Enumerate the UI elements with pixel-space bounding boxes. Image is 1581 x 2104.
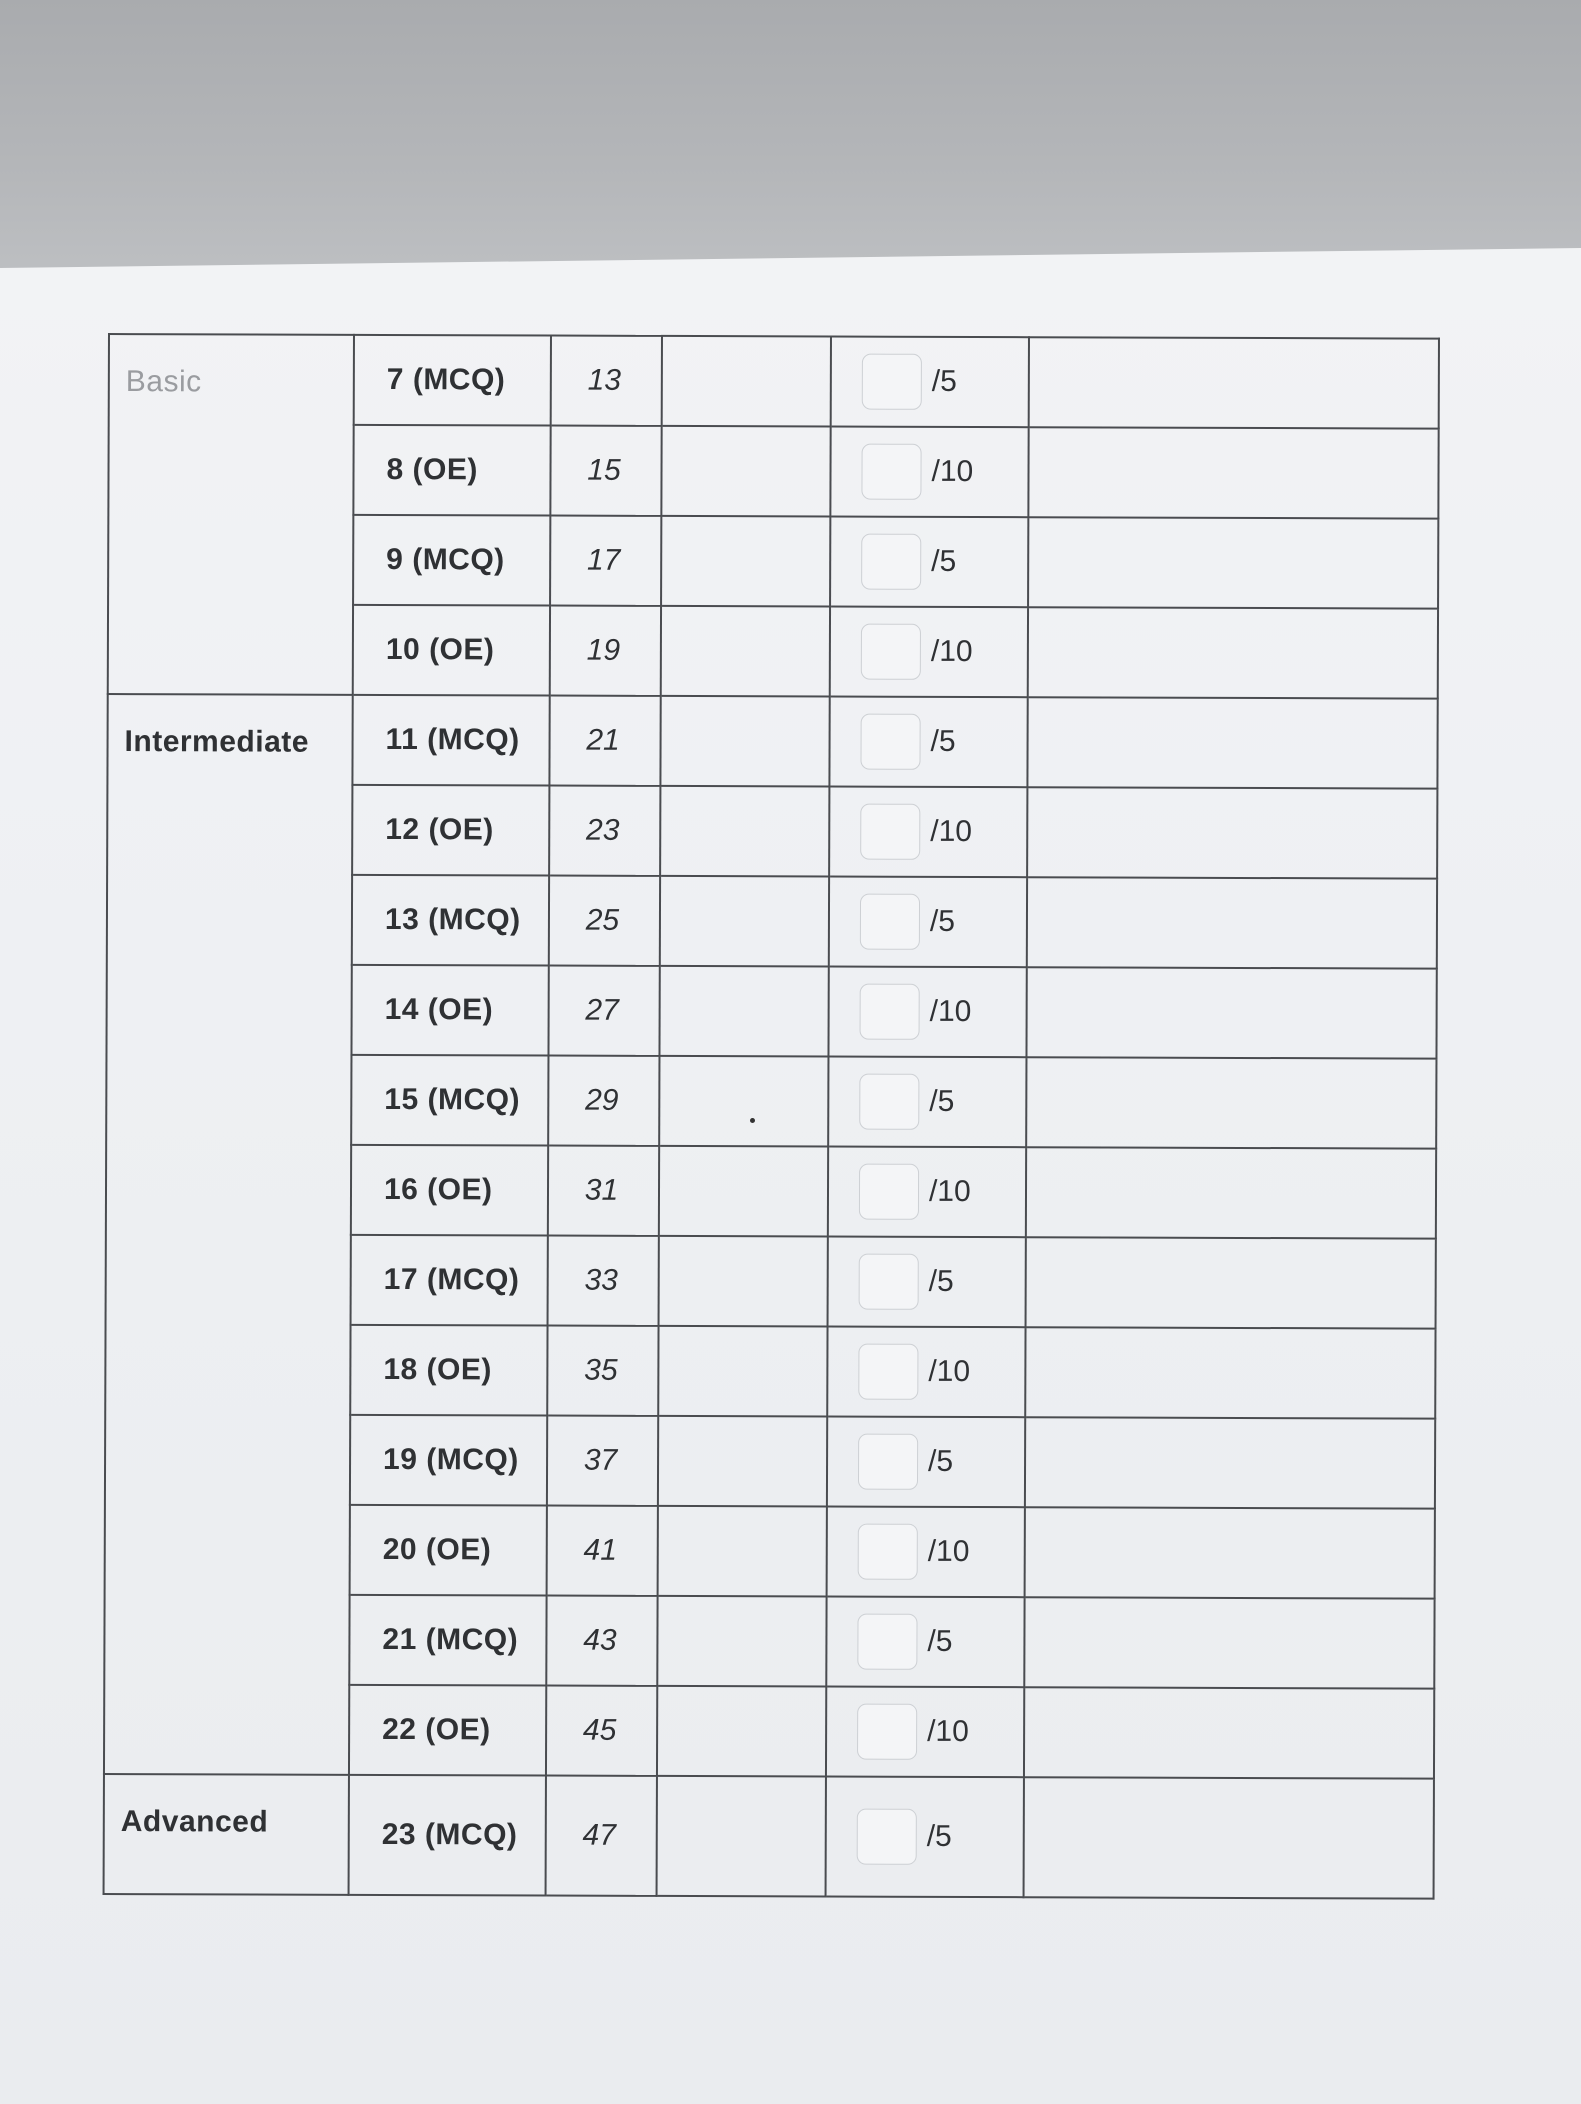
answer-cell[interactable] (659, 1146, 828, 1237)
answer-cell[interactable] (657, 1686, 826, 1777)
notes-cell[interactable] (1028, 427, 1438, 518)
answer-cell[interactable] (661, 606, 830, 697)
page-number: 41 (547, 1506, 658, 1596)
answer-cell[interactable] (660, 876, 829, 967)
question-label: 19 (MCQ) (350, 1415, 547, 1506)
page-number: 17 (550, 516, 661, 606)
score-entry-box[interactable] (858, 1434, 918, 1490)
score-max: /10 (929, 994, 972, 1029)
score-wrap (857, 1614, 1023, 1671)
score-cell (828, 967, 1026, 1058)
question-label: 23 (MCQ) (349, 1775, 546, 1896)
score-cell (827, 1327, 1025, 1418)
score-max: /5 (931, 364, 957, 398)
notes-cell[interactable] (1028, 517, 1438, 608)
score-max: /5 (928, 1264, 954, 1298)
score-wrap (862, 354, 1028, 411)
notes-cell[interactable] (1028, 607, 1438, 698)
score-max: /10 (930, 634, 973, 669)
score-wrap (860, 984, 1026, 1041)
notes-cell[interactable] (1026, 1057, 1436, 1148)
question-label: 16 (OE) (351, 1145, 548, 1236)
table-row (104, 1774, 1434, 1899)
question-label: 9 (MCQ) (353, 515, 550, 606)
score-cell (831, 337, 1029, 428)
page-number: 15 (550, 426, 661, 516)
notes-cell[interactable] (1026, 1147, 1436, 1238)
notes-cell[interactable] (1024, 1687, 1434, 1778)
level-label: Basic (108, 334, 354, 695)
answer-cell[interactable] (658, 1416, 827, 1507)
question-label: 20 (OE) (350, 1505, 547, 1596)
score-max: /10 (931, 454, 974, 489)
score-max: /5 (927, 1624, 953, 1658)
score-cell (826, 1597, 1024, 1688)
notes-cell[interactable] (1025, 1507, 1435, 1598)
score-entry-box[interactable] (860, 804, 920, 860)
score-cell (829, 877, 1027, 968)
score-max: /5 (930, 724, 956, 758)
score-entry-box[interactable] (857, 1704, 917, 1760)
score-max: /5 (931, 544, 957, 578)
score-entry-box[interactable] (857, 1614, 917, 1670)
question-label: 8 (OE) (353, 425, 550, 516)
question-label: 10 (OE) (353, 605, 550, 696)
score-wrap (861, 534, 1027, 591)
score-wrap (857, 1704, 1023, 1761)
score-cell (826, 1777, 1024, 1898)
answer-cell[interactable] (659, 1236, 828, 1327)
page-number: 31 (548, 1146, 659, 1236)
score-entry-box[interactable] (857, 1809, 917, 1865)
background-surface (0, 0, 1581, 275)
score-max: /5 (928, 1444, 954, 1478)
score-max: /10 (927, 1714, 969, 1749)
score-max: /10 (927, 1534, 970, 1569)
score-wrap (858, 1524, 1024, 1581)
level-label: Advanced (104, 1774, 349, 1895)
score-cell (827, 1507, 1025, 1598)
score-wrap (859, 1164, 1025, 1221)
answer-cell[interactable] (658, 1326, 827, 1417)
page-number: 25 (549, 876, 660, 966)
score-cell (827, 1417, 1025, 1508)
score-cell (829, 787, 1027, 878)
level-label: Intermediate (104, 694, 353, 1775)
page-number: 29 (548, 1056, 659, 1146)
score-max: /5 (929, 904, 956, 938)
score-max: /10 (930, 814, 973, 849)
table-row (107, 694, 1437, 789)
page-number: 13 (551, 336, 662, 426)
notes-cell[interactable] (1025, 1417, 1435, 1508)
score-wrap (858, 1344, 1024, 1401)
answer-cell[interactable] (661, 426, 830, 517)
score-wrap (861, 444, 1027, 501)
notes-cell[interactable] (1026, 1237, 1436, 1328)
notes-cell[interactable] (1027, 877, 1437, 968)
question-label: 13 (MCQ) (352, 875, 549, 966)
answer-cell[interactable] (657, 1776, 826, 1897)
score-wrap (857, 1809, 1023, 1866)
question-label: 7 (MCQ) (354, 335, 551, 426)
question-label: 11 (MCQ) (352, 695, 549, 786)
answer-cell[interactable] (660, 696, 829, 787)
score-entry-box[interactable] (861, 444, 921, 500)
score-cell (830, 607, 1028, 698)
notes-cell[interactable] (1024, 1597, 1434, 1688)
page-number: 27 (548, 966, 659, 1056)
score-entry-box[interactable] (862, 354, 922, 410)
score-cell (828, 1057, 1026, 1148)
score-entry-box[interactable] (858, 1344, 918, 1400)
page-number: 19 (550, 606, 661, 696)
notes-cell[interactable] (1029, 337, 1439, 428)
page-number: 21 (549, 696, 660, 786)
score-cell (829, 697, 1027, 788)
score-entry-box[interactable] (861, 624, 921, 680)
score-cell (828, 1147, 1026, 1238)
score-entry-box[interactable] (858, 1524, 918, 1580)
score-entry-box[interactable] (859, 1164, 919, 1220)
page-number: 47 (546, 1776, 657, 1896)
answer-cell[interactable] (658, 1506, 827, 1597)
question-label: 15 (MCQ) (351, 1055, 548, 1146)
page-number: 37 (547, 1416, 658, 1506)
score-wrap (860, 714, 1026, 771)
page-number: 23 (549, 786, 660, 876)
page-number: 43 (546, 1596, 657, 1686)
score-wrap (859, 1074, 1025, 1131)
score-wrap (860, 894, 1026, 951)
score-wrap (860, 804, 1026, 861)
score-entry-box[interactable] (860, 894, 920, 950)
page-number: 45 (546, 1686, 657, 1776)
score-cell (826, 1687, 1024, 1778)
stray-mark (750, 1118, 755, 1123)
answer-cell[interactable] (659, 966, 828, 1057)
question-label: 22 (OE) (349, 1685, 546, 1776)
score-cell (828, 1237, 1026, 1328)
page-number: 35 (547, 1326, 658, 1416)
score-entry-box[interactable] (859, 1254, 919, 1310)
answer-cell[interactable] (661, 516, 830, 607)
question-label: 21 (MCQ) (349, 1595, 546, 1686)
question-label: 18 (OE) (350, 1325, 547, 1416)
score-cell (830, 517, 1028, 608)
notes-cell[interactable] (1027, 697, 1437, 788)
score-entry-box[interactable] (860, 714, 920, 770)
score-wrap (859, 1254, 1025, 1311)
score-table (103, 333, 1440, 1900)
question-label: 14 (OE) (351, 965, 548, 1056)
score-max: /10 (928, 1174, 971, 1209)
notes-cell[interactable] (1024, 1777, 1434, 1898)
notes-cell[interactable] (1025, 1327, 1435, 1418)
score-wrap (861, 624, 1027, 681)
answer-cell[interactable] (662, 336, 831, 427)
answer-cell[interactable] (657, 1596, 826, 1687)
score-max: /10 (928, 1354, 971, 1389)
score-wrap (858, 1434, 1024, 1491)
question-label: 12 (OE) (352, 785, 549, 876)
score-max: /5 (926, 1819, 952, 1853)
answer-cell[interactable] (659, 1056, 828, 1147)
question-label: 17 (MCQ) (351, 1235, 548, 1326)
notes-cell[interactable] (1027, 787, 1437, 878)
notes-cell[interactable] (1026, 967, 1436, 1058)
score-entry-box[interactable] (861, 534, 921, 590)
page-number: 33 (548, 1236, 659, 1326)
score-entry-box[interactable] (860, 984, 920, 1040)
score-entry-box[interactable] (859, 1074, 919, 1130)
answer-cell[interactable] (660, 786, 829, 877)
table-row (109, 334, 1439, 429)
score-max: /5 (929, 1084, 955, 1118)
score-cell (830, 427, 1028, 518)
